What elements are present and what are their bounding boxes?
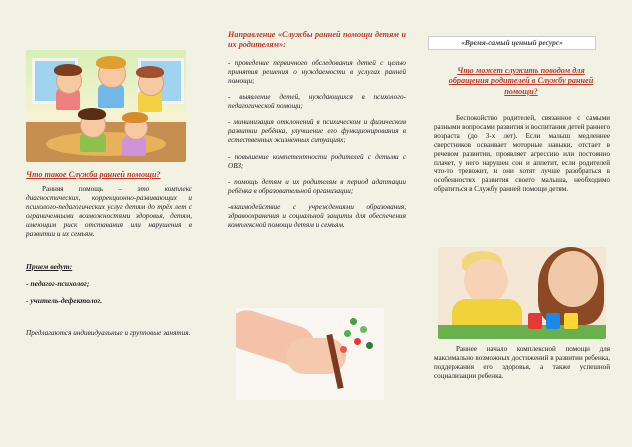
direction-item: - повышение компетентности родителей с детьми с ОВЗ; — [228, 152, 406, 170]
paint-cup — [564, 313, 578, 329]
direction-item: -взаимодействие с учреждениями образования, здравоохранения и социальной защиты для обеспечения комплексной помощи детям и семьям. — [228, 202, 406, 230]
child-hand-painting-photo — [236, 308, 384, 400]
table — [438, 325, 606, 339]
column-right — [420, 0, 632, 447]
leaf — [344, 330, 351, 337]
kid-hair — [136, 66, 164, 78]
leaf — [350, 318, 357, 325]
kid-hair — [122, 112, 148, 123]
woman-face — [548, 251, 598, 307]
col1-note: Предлагаются индивидуальные и групповые занятия. — [26, 328, 191, 337]
child-face — [464, 259, 508, 303]
col1-heading: Что такое Служба ранней помощи? — [26, 170, 161, 179]
leaf — [354, 338, 361, 345]
rug — [46, 132, 166, 156]
col3-para2: Раннее начало комплексной помощи для максимально возможных достижений в развитии ребенка, поддержания его здоровья, а также успешной социализации ребенка. — [434, 345, 610, 380]
column-left — [0, 0, 212, 447]
col1-intro — [26, 185, 192, 240]
paint-cup — [528, 313, 542, 329]
leaf — [340, 346, 347, 353]
mother-child-painting-photo — [438, 247, 606, 339]
staff-item: - педагог-психолог; — [26, 278, 90, 288]
col3-heading: Что может служить поводом для обращения родителей в Службу ранней помощи? — [448, 66, 594, 96]
kid-hair — [78, 108, 106, 120]
direction-item: - проведение первичного обследования детей с целью принятия решения о нуждаемости в услугах ранней помощи; — [228, 58, 406, 85]
staff-title: Прием ведут: — [26, 261, 73, 271]
children-playing-illustration — [26, 50, 186, 162]
direction-item: - выявление детей, нуждающихся в психолого-педагогической помощи; — [228, 93, 406, 111]
leaf — [366, 342, 373, 349]
intro-lead: Ранняя помощь — [42, 185, 104, 193]
direction-item: - минимизация отклонений в психическом и физическом развитии ребёнка, улучшение его функционирования в естественных жизненных ситуациях; — [228, 118, 406, 145]
leaf — [360, 326, 367, 333]
col2-heading: Направление «Службы ранней помощи детям и их родителям»: — [228, 30, 406, 50]
direction-item: - помощь детям и их родителям в период адаптации ребёнка в образовательной организации; — [228, 177, 406, 195]
intro-rest: – это комплекс диагностических, коррекционно-развивающих и психолого-педагогических услуг детям до трёх лет с ограниченными возможностями здоровья, детям, имеющим риск отставания или нарушения в развитии и их семьям. — [26, 185, 192, 239]
motto-banner: «Время-самый ценный ресурс» — [428, 36, 596, 50]
column-middle — [212, 0, 420, 447]
kid-hair — [54, 64, 82, 76]
paint-cup — [546, 313, 560, 329]
col3-para1: Беспокойство родителей, связанное с самыми разными вопросами развития и воспитания детей раннего возраста (до 3-х лет). Если малыш медленнее сверстников осваивает моторные навыки, отстает в речевом развитии, проявляет агрессию или постоянно плачет, у него нарушен сон и аппетит, если родителей что-то тревожит, и они хотят лучше разобраться в особенностях развития своего малыша, необходимо обратиться в Службу ранней помощи детям. — [434, 114, 610, 194]
kid-hair — [96, 56, 126, 69]
staff-item: - учитель-дефектолог. — [26, 295, 103, 305]
